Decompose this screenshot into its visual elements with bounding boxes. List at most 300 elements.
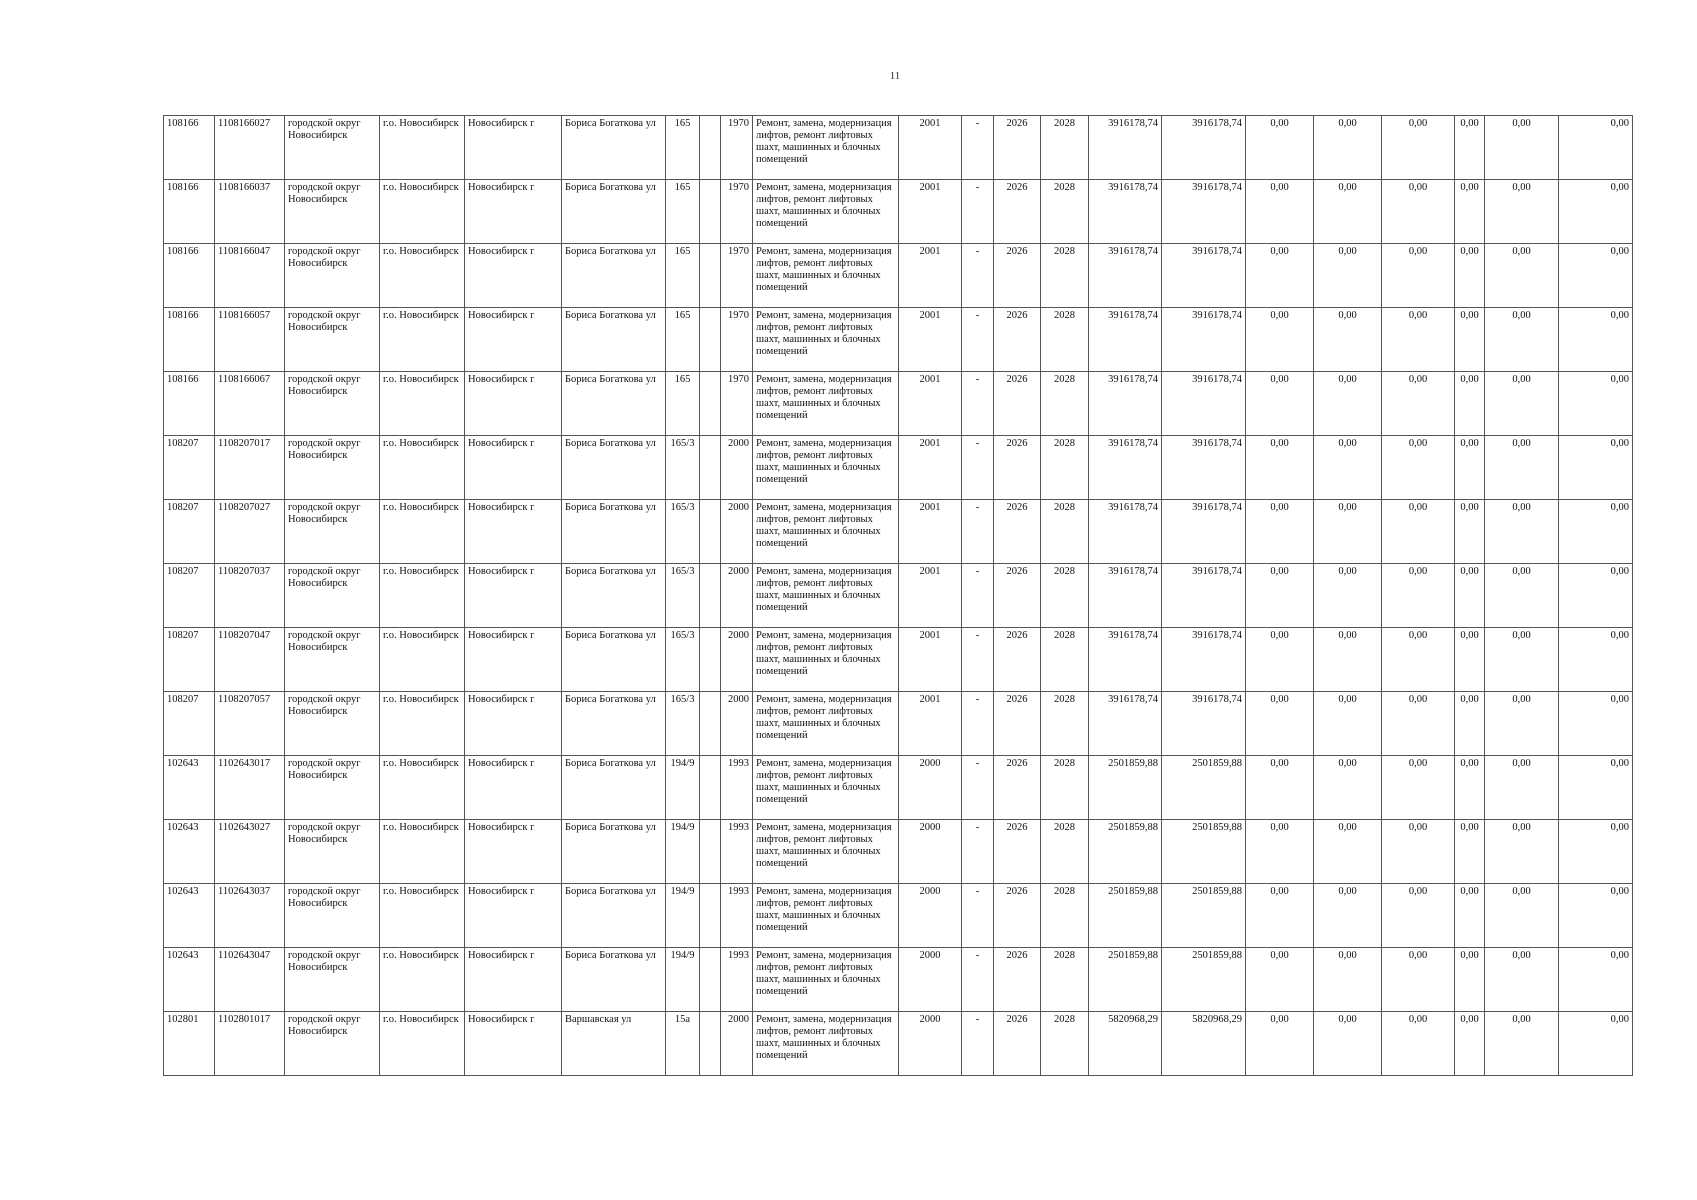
house-letter-cell <box>700 692 721 756</box>
plan-year-to-cell: 2028 <box>1041 308 1089 372</box>
value-1-cell: 0,00 <box>1246 756 1314 820</box>
last-repair-year-cell: 2000 <box>899 756 962 820</box>
dash-cell: - <box>962 564 994 628</box>
table-row <box>164 116 1633 180</box>
work-type-cell: Ремонт, замена, модернизация лифтов, ремонт лифтовых шахт, машинных и блочных помещений <box>753 628 899 692</box>
total-cost-cell: 3916178,74 <box>1089 180 1162 244</box>
city-cell: Новосибирск г <box>465 500 562 564</box>
year-built-cell: 2000 <box>721 500 753 564</box>
element-code-cell: 1108207037 <box>215 564 285 628</box>
value-6-cell: 0,00 <box>1559 308 1633 372</box>
value-5-cell: 0,00 <box>1485 692 1559 756</box>
year-built-cell: 2000 <box>721 564 753 628</box>
value-6-cell: 0,00 <box>1559 180 1633 244</box>
house-number-cell: 165/3 <box>666 692 700 756</box>
value-6-cell: 0,00 <box>1559 500 1633 564</box>
element-code-cell: 1108207047 <box>215 628 285 692</box>
work-type-cell: Ремонт, замена, модернизация лифтов, ремонт лифтовых шахт, машинных и блочных помещений <box>753 372 899 436</box>
value-1-cell: 0,00 <box>1246 692 1314 756</box>
fund-cost-cell: 2501859,88 <box>1162 884 1246 948</box>
district-cell: г.о. Новосибирск <box>380 372 465 436</box>
last-repair-year-cell: 2001 <box>899 500 962 564</box>
total-cost-cell: 2501859,88 <box>1089 820 1162 884</box>
total-cost-cell: 3916178,74 <box>1089 436 1162 500</box>
fund-cost-cell: 3916178,74 <box>1162 436 1246 500</box>
district-cell: г.о. Новосибирск <box>380 180 465 244</box>
last-repair-year-cell: 2001 <box>899 180 962 244</box>
value-6-cell: 0,00 <box>1559 436 1633 500</box>
value-2-cell: 0,00 <box>1314 820 1382 884</box>
value-5-cell: 0,00 <box>1485 756 1559 820</box>
dash-cell: - <box>962 308 994 372</box>
total-cost-cell: 2501859,88 <box>1089 948 1162 1012</box>
city-cell: Новосибирск г <box>465 756 562 820</box>
object-id-cell: 102643 <box>164 756 215 820</box>
district-cell: г.о. Новосибирск <box>380 564 465 628</box>
municipality-cell: городской округ Новосибирск <box>285 244 380 308</box>
value-4-cell: 0,00 <box>1455 756 1485 820</box>
fund-cost-cell: 3916178,74 <box>1162 500 1246 564</box>
element-code-cell: 1108166057 <box>215 308 285 372</box>
work-type-cell: Ремонт, замена, модернизация лифтов, ремонт лифтовых шахт, машинных и блочных помещений <box>753 884 899 948</box>
city-cell: Новосибирск г <box>465 372 562 436</box>
district-cell: г.о. Новосибирск <box>380 948 465 1012</box>
value-6-cell: 0,00 <box>1559 372 1633 436</box>
value-1-cell: 0,00 <box>1246 564 1314 628</box>
dash-cell: - <box>962 1012 994 1076</box>
value-5-cell: 0,00 <box>1485 1012 1559 1076</box>
value-6-cell: 0,00 <box>1559 884 1633 948</box>
value-2-cell: 0,00 <box>1314 628 1382 692</box>
dash-cell: - <box>962 116 994 180</box>
last-repair-year-cell: 2000 <box>899 884 962 948</box>
year-built-cell: 2000 <box>721 1012 753 1076</box>
value-6-cell: 0,00 <box>1559 756 1633 820</box>
total-cost-cell: 2501859,88 <box>1089 884 1162 948</box>
value-4-cell: 0,00 <box>1455 308 1485 372</box>
municipality-cell: городской округ Новосибирск <box>285 372 380 436</box>
value-4-cell: 0,00 <box>1455 628 1485 692</box>
object-id-cell: 108207 <box>164 564 215 628</box>
value-1-cell: 0,00 <box>1246 372 1314 436</box>
plan-year-to-cell: 2028 <box>1041 244 1089 308</box>
work-type-cell: Ремонт, замена, модернизация лифтов, ремонт лифтовых шахт, машинных и блочных помещений <box>753 564 899 628</box>
value-5-cell: 0,00 <box>1485 308 1559 372</box>
work-type-cell: Ремонт, замена, модернизация лифтов, ремонт лифтовых шахт, машинных и блочных помещений <box>753 116 899 180</box>
house-number-cell: 165 <box>666 244 700 308</box>
value-3-cell: 0,00 <box>1382 180 1455 244</box>
year-built-cell: 2000 <box>721 692 753 756</box>
value-4-cell: 0,00 <box>1455 884 1485 948</box>
object-id-cell: 108166 <box>164 180 215 244</box>
plan-year-to-cell: 2028 <box>1041 1012 1089 1076</box>
last-repair-year-cell: 2001 <box>899 692 962 756</box>
value-3-cell: 0,00 <box>1382 1012 1455 1076</box>
house-number-cell: 165/3 <box>666 564 700 628</box>
value-1-cell: 0,00 <box>1246 308 1314 372</box>
element-code-cell: 1108207027 <box>215 500 285 564</box>
plan-year-from-cell: 2026 <box>994 884 1041 948</box>
fund-cost-cell: 3916178,74 <box>1162 180 1246 244</box>
last-repair-year-cell: 2000 <box>899 820 962 884</box>
house-letter-cell <box>700 564 721 628</box>
value-4-cell: 0,00 <box>1455 1012 1485 1076</box>
year-built-cell: 1993 <box>721 820 753 884</box>
total-cost-cell: 3916178,74 <box>1089 372 1162 436</box>
house-letter-cell <box>700 308 721 372</box>
value-5-cell: 0,00 <box>1485 372 1559 436</box>
plan-year-from-cell: 2026 <box>994 244 1041 308</box>
object-id-cell: 102801 <box>164 1012 215 1076</box>
last-repair-year-cell: 2001 <box>899 372 962 436</box>
object-id-cell: 108166 <box>164 244 215 308</box>
work-type-cell: Ремонт, замена, модернизация лифтов, ремонт лифтовых шахт, машинных и блочных помещений <box>753 308 899 372</box>
value-4-cell: 0,00 <box>1455 436 1485 500</box>
total-cost-cell: 3916178,74 <box>1089 116 1162 180</box>
object-id-cell: 102643 <box>164 820 215 884</box>
dash-cell: - <box>962 756 994 820</box>
object-id-cell: 108207 <box>164 436 215 500</box>
total-cost-cell: 2501859,88 <box>1089 756 1162 820</box>
object-id-cell: 108166 <box>164 372 215 436</box>
dash-cell: - <box>962 820 994 884</box>
table-row <box>164 948 1633 1012</box>
element-code-cell: 1108207017 <box>215 436 285 500</box>
element-code-cell: 1108166037 <box>215 180 285 244</box>
district-cell: г.о. Новосибирск <box>380 436 465 500</box>
table-row <box>164 564 1633 628</box>
house-letter-cell <box>700 372 721 436</box>
house-number-cell: 165 <box>666 180 700 244</box>
city-cell: Новосибирск г <box>465 628 562 692</box>
total-cost-cell: 3916178,74 <box>1089 308 1162 372</box>
fund-cost-cell: 3916178,74 <box>1162 116 1246 180</box>
year-built-cell: 2000 <box>721 436 753 500</box>
work-type-cell: Ремонт, замена, модернизация лифтов, ремонт лифтовых шахт, машинных и блочных помещений <box>753 436 899 500</box>
last-repair-year-cell: 2001 <box>899 564 962 628</box>
house-number-cell: 165 <box>666 372 700 436</box>
city-cell: Новосибирск г <box>465 692 562 756</box>
house-number-cell: 165/3 <box>666 436 700 500</box>
value-1-cell: 0,00 <box>1246 116 1314 180</box>
value-3-cell: 0,00 <box>1382 436 1455 500</box>
plan-year-from-cell: 2026 <box>994 500 1041 564</box>
dash-cell: - <box>962 436 994 500</box>
work-type-cell: Ремонт, замена, модернизация лифтов, ремонт лифтовых шахт, машинных и блочных помещений <box>753 692 899 756</box>
value-1-cell: 0,00 <box>1246 628 1314 692</box>
plan-year-to-cell: 2028 <box>1041 180 1089 244</box>
value-4-cell: 0,00 <box>1455 820 1485 884</box>
dash-cell: - <box>962 692 994 756</box>
value-5-cell: 0,00 <box>1485 884 1559 948</box>
street-cell: Бориса Богаткова ул <box>562 948 666 1012</box>
value-3-cell: 0,00 <box>1382 820 1455 884</box>
fund-cost-cell: 3916178,74 <box>1162 244 1246 308</box>
value-6-cell: 0,00 <box>1559 564 1633 628</box>
year-built-cell: 1993 <box>721 948 753 1012</box>
street-cell: Бориса Богаткова ул <box>562 180 666 244</box>
street-cell: Бориса Богаткова ул <box>562 564 666 628</box>
work-type-cell: Ремонт, замена, модернизация лифтов, ремонт лифтовых шахт, машинных и блочных помещений <box>753 180 899 244</box>
element-code-cell: 1102643047 <box>215 948 285 1012</box>
house-number-cell: 165 <box>666 308 700 372</box>
last-repair-year-cell: 2001 <box>899 628 962 692</box>
value-2-cell: 0,00 <box>1314 180 1382 244</box>
value-2-cell: 0,00 <box>1314 116 1382 180</box>
table-row <box>164 500 1633 564</box>
street-cell: Бориса Богаткова ул <box>562 628 666 692</box>
year-built-cell: 1970 <box>721 116 753 180</box>
plan-year-from-cell: 2026 <box>994 628 1041 692</box>
house-letter-cell <box>700 500 721 564</box>
value-2-cell: 0,00 <box>1314 692 1382 756</box>
plan-year-to-cell: 2028 <box>1041 116 1089 180</box>
city-cell: Новосибирск г <box>465 436 562 500</box>
street-cell: Бориса Богаткова ул <box>562 436 666 500</box>
year-built-cell: 2000 <box>721 628 753 692</box>
district-cell: г.о. Новосибирск <box>380 820 465 884</box>
table-body <box>164 116 1633 1076</box>
street-cell: Бориса Богаткова ул <box>562 308 666 372</box>
table-row <box>164 628 1633 692</box>
street-cell: Бориса Богаткова ул <box>562 500 666 564</box>
dash-cell: - <box>962 884 994 948</box>
street-cell: Бориса Богаткова ул <box>562 820 666 884</box>
value-3-cell: 0,00 <box>1382 116 1455 180</box>
house-number-cell: 194/9 <box>666 884 700 948</box>
work-type-cell: Ремонт, замена, модернизация лифтов, ремонт лифтовых шахт, машинных и блочных помещений <box>753 948 899 1012</box>
city-cell: Новосибирск г <box>465 948 562 1012</box>
object-id-cell: 108166 <box>164 116 215 180</box>
municipality-cell: городской округ Новосибирск <box>285 756 380 820</box>
work-type-cell: Ремонт, замена, модернизация лифтов, ремонт лифтовых шахт, машинных и блочных помещений <box>753 756 899 820</box>
object-id-cell: 108166 <box>164 308 215 372</box>
last-repair-year-cell: 2000 <box>899 1012 962 1076</box>
house-number-cell: 165/3 <box>666 628 700 692</box>
last-repair-year-cell: 2001 <box>899 308 962 372</box>
street-cell: Бориса Богаткова ул <box>562 372 666 436</box>
value-1-cell: 0,00 <box>1246 884 1314 948</box>
total-cost-cell: 3916178,74 <box>1089 244 1162 308</box>
house-number-cell: 165 <box>666 116 700 180</box>
element-code-cell: 1108207057 <box>215 692 285 756</box>
fund-cost-cell: 2501859,88 <box>1162 948 1246 1012</box>
plan-year-to-cell: 2028 <box>1041 436 1089 500</box>
municipality-cell: городской округ Новосибирск <box>285 884 380 948</box>
year-built-cell: 1993 <box>721 756 753 820</box>
plan-year-from-cell: 2026 <box>994 372 1041 436</box>
table-row <box>164 372 1633 436</box>
value-6-cell: 0,00 <box>1559 116 1633 180</box>
plan-year-to-cell: 2028 <box>1041 884 1089 948</box>
table-row <box>164 436 1633 500</box>
value-4-cell: 0,00 <box>1455 500 1485 564</box>
plan-year-from-cell: 2026 <box>994 564 1041 628</box>
value-2-cell: 0,00 <box>1314 436 1382 500</box>
object-id-cell: 102643 <box>164 884 215 948</box>
value-3-cell: 0,00 <box>1382 308 1455 372</box>
year-built-cell: 1993 <box>721 884 753 948</box>
total-cost-cell: 3916178,74 <box>1089 628 1162 692</box>
element-code-cell: 1102801017 <box>215 1012 285 1076</box>
municipality-cell: городской округ Новосибирск <box>285 820 380 884</box>
plan-year-to-cell: 2028 <box>1041 756 1089 820</box>
municipality-cell: городской округ Новосибирск <box>285 948 380 1012</box>
value-2-cell: 0,00 <box>1314 372 1382 436</box>
value-5-cell: 0,00 <box>1485 116 1559 180</box>
district-cell: г.о. Новосибирск <box>380 628 465 692</box>
year-built-cell: 1970 <box>721 244 753 308</box>
house-number-cell: 194/9 <box>666 948 700 1012</box>
fund-cost-cell: 3916178,74 <box>1162 692 1246 756</box>
plan-year-from-cell: 2026 <box>994 948 1041 1012</box>
municipality-cell: городской округ Новосибирск <box>285 500 380 564</box>
house-number-cell: 194/9 <box>666 820 700 884</box>
plan-year-from-cell: 2026 <box>994 820 1041 884</box>
house-letter-cell <box>700 948 721 1012</box>
value-1-cell: 0,00 <box>1246 820 1314 884</box>
value-3-cell: 0,00 <box>1382 372 1455 436</box>
district-cell: г.о. Новосибирск <box>380 308 465 372</box>
table-row <box>164 1012 1633 1076</box>
dash-cell: - <box>962 948 994 1012</box>
total-cost-cell: 3916178,74 <box>1089 500 1162 564</box>
value-2-cell: 0,00 <box>1314 756 1382 820</box>
value-2-cell: 0,00 <box>1314 884 1382 948</box>
district-cell: г.о. Новосибирск <box>380 244 465 308</box>
plan-year-from-cell: 2026 <box>994 308 1041 372</box>
city-cell: Новосибирск г <box>465 244 562 308</box>
value-1-cell: 0,00 <box>1246 948 1314 1012</box>
element-code-cell: 1108166027 <box>215 116 285 180</box>
last-repair-year-cell: 2000 <box>899 948 962 1012</box>
value-5-cell: 0,00 <box>1485 500 1559 564</box>
value-5-cell: 0,00 <box>1485 820 1559 884</box>
year-built-cell: 1970 <box>721 372 753 436</box>
value-2-cell: 0,00 <box>1314 564 1382 628</box>
street-cell: Варшавская ул <box>562 1012 666 1076</box>
value-3-cell: 0,00 <box>1382 948 1455 1012</box>
plan-year-to-cell: 2028 <box>1041 500 1089 564</box>
value-1-cell: 0,00 <box>1246 244 1314 308</box>
house-letter-cell <box>700 244 721 308</box>
element-code-cell: 1108166047 <box>215 244 285 308</box>
value-6-cell: 0,00 <box>1559 948 1633 1012</box>
house-number-cell: 165/3 <box>666 500 700 564</box>
object-id-cell: 108207 <box>164 500 215 564</box>
dash-cell: - <box>962 628 994 692</box>
value-1-cell: 0,00 <box>1246 436 1314 500</box>
plan-year-from-cell: 2026 <box>994 756 1041 820</box>
municipality-cell: городской округ Новосибирск <box>285 180 380 244</box>
plan-year-to-cell: 2028 <box>1041 628 1089 692</box>
value-2-cell: 0,00 <box>1314 500 1382 564</box>
value-2-cell: 0,00 <box>1314 948 1382 1012</box>
fund-cost-cell: 3916178,74 <box>1162 372 1246 436</box>
house-letter-cell <box>700 628 721 692</box>
municipality-cell: городской округ Новосибирск <box>285 308 380 372</box>
city-cell: Новосибирск г <box>465 180 562 244</box>
value-3-cell: 0,00 <box>1382 756 1455 820</box>
value-4-cell: 0,00 <box>1455 692 1485 756</box>
value-6-cell: 0,00 <box>1559 244 1633 308</box>
value-6-cell: 0,00 <box>1559 692 1633 756</box>
value-6-cell: 0,00 <box>1559 628 1633 692</box>
work-type-cell: Ремонт, замена, модернизация лифтов, ремонт лифтовых шахт, машинных и блочных помещений <box>753 820 899 884</box>
value-1-cell: 0,00 <box>1246 180 1314 244</box>
element-code-cell: 1102643027 <box>215 820 285 884</box>
house-letter-cell <box>700 180 721 244</box>
last-repair-year-cell: 2001 <box>899 244 962 308</box>
element-code-cell: 1102643017 <box>215 756 285 820</box>
year-built-cell: 1970 <box>721 180 753 244</box>
plan-year-from-cell: 2026 <box>994 436 1041 500</box>
fund-cost-cell: 2501859,88 <box>1162 820 1246 884</box>
repair-registry-table <box>163 115 1633 1076</box>
value-5-cell: 0,00 <box>1485 180 1559 244</box>
object-id-cell: 102643 <box>164 948 215 1012</box>
value-4-cell: 0,00 <box>1455 948 1485 1012</box>
district-cell: г.о. Новосибирск <box>380 1012 465 1076</box>
value-5-cell: 0,00 <box>1485 564 1559 628</box>
table-row <box>164 756 1633 820</box>
municipality-cell: городской округ Новосибирск <box>285 1012 380 1076</box>
district-cell: г.о. Новосибирск <box>380 884 465 948</box>
total-cost-cell: 3916178,74 <box>1089 692 1162 756</box>
municipality-cell: городской округ Новосибирск <box>285 692 380 756</box>
house-letter-cell <box>700 116 721 180</box>
page-number: 11 <box>889 70 901 82</box>
value-3-cell: 0,00 <box>1382 244 1455 308</box>
plan-year-to-cell: 2028 <box>1041 372 1089 436</box>
value-1-cell: 0,00 <box>1246 1012 1314 1076</box>
house-number-cell: 194/9 <box>666 756 700 820</box>
year-built-cell: 1970 <box>721 308 753 372</box>
total-cost-cell: 5820968,29 <box>1089 1012 1162 1076</box>
city-cell: Новосибирск г <box>465 564 562 628</box>
plan-year-from-cell: 2026 <box>994 692 1041 756</box>
value-3-cell: 0,00 <box>1382 564 1455 628</box>
value-4-cell: 0,00 <box>1455 116 1485 180</box>
value-2-cell: 0,00 <box>1314 308 1382 372</box>
house-number-cell: 15а <box>666 1012 700 1076</box>
work-type-cell: Ремонт, замена, модернизация лифтов, ремонт лифтовых шахт, машинных и блочных помещений <box>753 1012 899 1076</box>
value-3-cell: 0,00 <box>1382 692 1455 756</box>
plan-year-from-cell: 2026 <box>994 180 1041 244</box>
table-row <box>164 244 1633 308</box>
district-cell: г.о. Новосибирск <box>380 500 465 564</box>
street-cell: Бориса Богаткова ул <box>562 244 666 308</box>
table-row <box>164 884 1633 948</box>
street-cell: Бориса Богаткова ул <box>562 116 666 180</box>
value-4-cell: 0,00 <box>1455 244 1485 308</box>
fund-cost-cell: 3916178,74 <box>1162 308 1246 372</box>
house-letter-cell <box>700 756 721 820</box>
table-row <box>164 820 1633 884</box>
dash-cell: - <box>962 372 994 436</box>
value-4-cell: 0,00 <box>1455 180 1485 244</box>
element-code-cell: 1108166067 <box>215 372 285 436</box>
work-type-cell: Ремонт, замена, модернизация лифтов, ремонт лифтовых шахт, машинных и блочных помещений <box>753 244 899 308</box>
dash-cell: - <box>962 500 994 564</box>
street-cell: Бориса Богаткова ул <box>562 756 666 820</box>
fund-cost-cell: 3916178,74 <box>1162 628 1246 692</box>
last-repair-year-cell: 2001 <box>899 436 962 500</box>
value-6-cell: 0,00 <box>1559 1012 1633 1076</box>
city-cell: Новосибирск г <box>465 1012 562 1076</box>
municipality-cell: городской округ Новосибирск <box>285 628 380 692</box>
plan-year-from-cell: 2026 <box>994 1012 1041 1076</box>
